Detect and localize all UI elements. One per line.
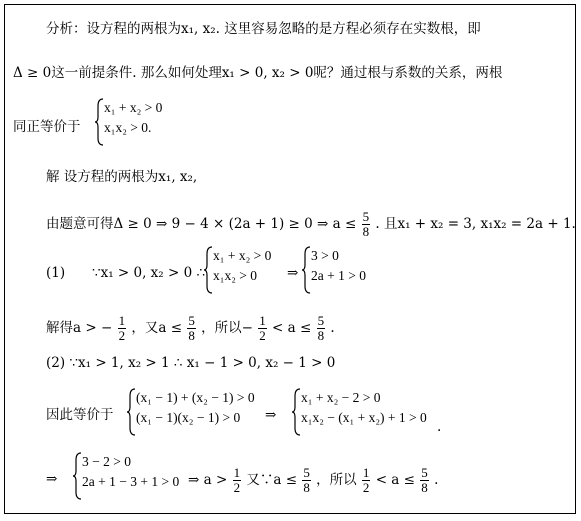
analysis-line-3-prefix: 同正等价于	[13, 119, 81, 135]
fraction-5-8	[420, 466, 429, 495]
solution-line-1: 解 设方程的两根为x₁, x₂,	[46, 169, 198, 185]
part1-res-c: ，所以−	[201, 320, 253, 336]
brace-part2-b	[291, 388, 301, 436]
frac-den: 2	[362, 480, 370, 495]
fraction-1-2	[233, 466, 242, 495]
solution-line-2-b: . 且x₁ + x₂ = 3, x₁x₂ = 2a + 1.	[375, 216, 576, 232]
final-arrow: ⇒	[46, 471, 58, 487]
part1-res-e: .	[330, 320, 335, 336]
solution-line-2	[46, 210, 576, 239]
analysis-line-1: 分析：设方程的两根为x₁, x₂. 这里容易忽略的是方程必须存在实数根，即	[46, 21, 481, 37]
final-result	[188, 466, 438, 495]
fraction-1-2	[362, 466, 371, 495]
analysis-system	[104, 98, 162, 138]
frac-num: 5	[362, 209, 370, 224]
final-a: ⇒ a >	[188, 472, 228, 488]
part1-condition: ∵x₁ > 0, x₂ > 0 ∴	[92, 265, 206, 281]
fraction-1-2	[258, 314, 267, 343]
fraction-5-8	[302, 466, 311, 495]
part2-equiv-prefix: 因此等价于	[46, 407, 114, 423]
brace-final	[72, 452, 82, 500]
final-b: 又∵a ≤	[246, 472, 298, 488]
part1-sysB-row-2: 2a + 1 > 0	[311, 268, 366, 283]
frac-den: 8	[317, 328, 325, 343]
brace-analysis	[94, 98, 104, 146]
frac-num: 5	[421, 465, 428, 480]
brace-part2-a	[126, 388, 136, 436]
part1-res-a: 解得a > −	[46, 320, 113, 336]
part2-sysB-row-2: x₁x₂ − (x₁ + x₂) + 1 > 0	[301, 410, 427, 425]
part2-system-b	[301, 388, 427, 428]
brace-part1-b	[301, 246, 311, 294]
fraction-5-8	[317, 314, 326, 343]
analysis-sys-row-1: x₁ + x₂ > 0	[104, 100, 163, 115]
solution-line-2-a: 由题意可得Δ ≥ 0 ⇒ 9 − 4 × (2a + 1) ≥ 0 ⇒ a ≤	[46, 216, 357, 232]
final-c: ，所以	[316, 472, 357, 488]
part1-res-d: < a ≤	[272, 320, 312, 336]
part1-sysA-row-2: x₁x₂ > 0	[213, 268, 258, 283]
frac-num: 5	[317, 313, 325, 328]
part2-arrow: ⇒	[265, 407, 277, 423]
frac-num: 1	[233, 465, 241, 480]
part2-sysB-end: .	[437, 419, 442, 435]
part1-system-b	[311, 246, 366, 286]
fraction-5-8	[187, 314, 196, 343]
part1-label: (1)	[46, 265, 66, 281]
frac-den: 8	[362, 224, 370, 239]
final-system	[82, 452, 179, 492]
frac-num: 5	[188, 313, 195, 328]
part2-sysA-row-2: (x₁ − 1)(x₂ − 1) > 0	[136, 410, 241, 425]
frac-den: 8	[303, 480, 310, 495]
frac-num: 1	[362, 465, 370, 480]
frac-den: 2	[259, 328, 266, 343]
frac-den: 2	[233, 480, 241, 495]
final-sys-row-1: 3 − 2 > 0	[82, 454, 131, 469]
fraction-1-2	[118, 314, 127, 343]
final-sys-row-2: 2a + 1 − 3 + 1 > 0	[82, 474, 180, 489]
frac-den: 8	[188, 328, 195, 343]
final-e: .	[434, 472, 439, 488]
fraction-5-8	[362, 210, 371, 239]
part1-sysB-row-1: 3 > 0	[311, 248, 339, 263]
part2-sysB-row-1: x₁ + x₂ − 2 > 0	[301, 390, 381, 405]
frac-num: 1	[259, 313, 266, 328]
part2-sysA-row-1: (x₁ − 1) + (x₂ − 1) > 0	[136, 390, 255, 405]
frac-num: 5	[303, 465, 310, 480]
part1-res-b: ，又a ≤	[131, 320, 183, 336]
brace-part1-a	[203, 246, 213, 294]
final-d: < a ≤	[375, 472, 415, 488]
frac-den: 2	[118, 328, 126, 343]
analysis-sys-row-2: x₁x₂ > 0.	[104, 120, 152, 135]
part2-line: (2) ∵x₁ > 1, x₂ > 1 ∴ x₁ − 1 > 0, x₂ − 1 > 0	[46, 355, 336, 371]
part1-result	[46, 314, 335, 343]
part1-system-a	[213, 246, 271, 286]
part1-arrow: ⇒	[287, 265, 299, 281]
part1-sysA-row-1: x₁ + x₂ > 0	[213, 248, 272, 263]
frac-den: 8	[421, 480, 428, 495]
frac-num: 1	[118, 313, 126, 328]
analysis-line-2: Δ ≥ 0这一前提条件. 那么如何处理x₁ > 0, x₂ > 0呢？通过根与系数的关系，两根	[13, 65, 503, 81]
part2-system-a	[136, 388, 255, 428]
